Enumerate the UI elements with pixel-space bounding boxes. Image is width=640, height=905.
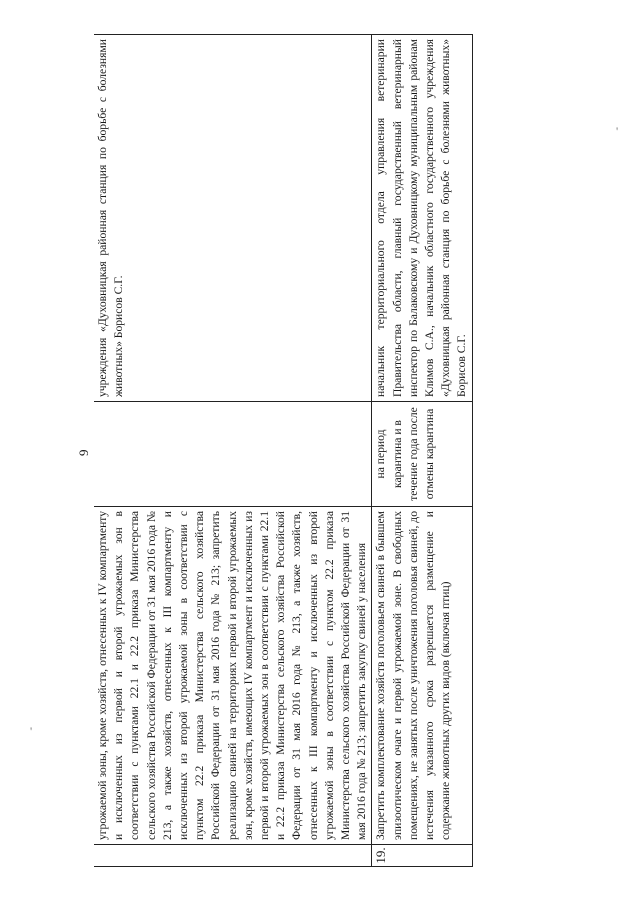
row-number: 19.: [372, 845, 472, 867]
table-row: [372, 35, 472, 867]
responsible-text: учреждения «Духовницкая районная станция по борьбе с болезнями животных» Борисов С.Г.: [94, 35, 372, 402]
measure-text: Запретить комплектование хозяйств поголовьем свиней в бывшем эпизоотическом очаге и первой угрожаемой зоне. В свободных помещениях, не занятых после уничтожения поголовья свиней, до истечения указанного срока разрешается размещение и содержание животных других видов (включая птиц): [372, 507, 472, 845]
measure-text: угрожаемой зоны, кроме хозяйств, отнесенных к IV компартменту и исключенных из первой и второй угрожаемых зон в соответствии с пунктами 22.1 и 22.2 приказа Министерства сельского хозяйства Российской Федерации от 31 мая 2016 года № 213, а также хозяйств, отнесенных к III компартменту и исключенных из второй угрожаемой зоны в соответствии с пунктом 22.2 приказа Министерства сельского хозяйства Российской Федерации от 31 мая 2016 года № 213; запретить реализацию свиней на территориях первой и второй угрожаемых зон, кроме хозяйств, имеющих IV компартмент и исключенных из первой и второй угрожаемых зон в соответствии с пунктами 22.1 и 22.2 приказа Министерства сельского хозяйства Российской Федерации от 31 мая 2016 года № 213, а также хозяйств, отнесенных к III компартменту и исключенных из второй угрожаемой зоны в соответствии с пунктом 22.2 приказа Министерства сельского хозяйства Российской Федерации от 31 мая 2016 года № 213; запретить закупку свиней у населения: [94, 507, 372, 845]
measures-table: [94, 34, 473, 867]
responsible-text: начальник территориального отдела управления ветеринарии Правительства области, главный государственный ветеринарный инспектор по Балаковскому и Духовницкому муниципальным районам Климов С.А., начальник областного государственного учреждения «Духовницкая районная станция по борьбе с болезнями животных» Борисов С.Г.: [372, 35, 472, 402]
period-text: [94, 402, 372, 507]
period-text: на период карантина и в течение года после отмены карантина: [372, 402, 472, 507]
table-row: [94, 35, 372, 867]
scan-mark: ': [616, 124, 619, 138]
scan-mark: ': [30, 724, 33, 738]
page-number: 9: [76, 449, 91, 456]
row-number: [94, 845, 372, 867]
